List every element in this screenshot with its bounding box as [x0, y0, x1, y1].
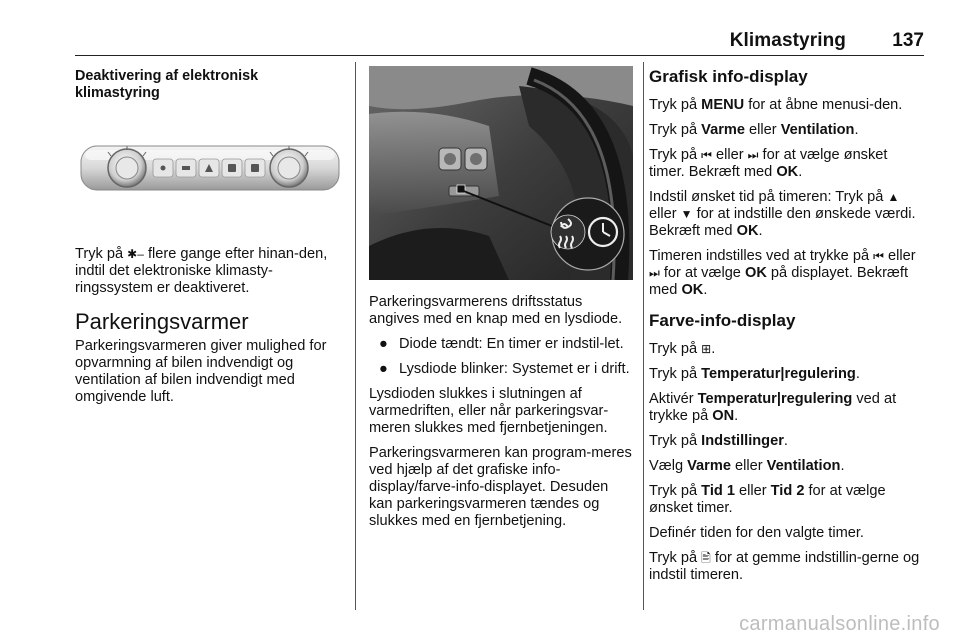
bullet-item	[369, 361, 633, 378]
on-key: ON	[712, 408, 735, 424]
heading-graphic-info-display: Grafisk info-display	[649, 67, 808, 86]
text: for at gemme indstillin-gerne og indstil timeren.	[649, 550, 920, 583]
text: .	[703, 282, 708, 298]
watermark: carmanualsonline.info	[739, 613, 940, 635]
ok-key: OK	[681, 282, 704, 298]
text: Aktivér	[649, 391, 698, 407]
text: Vælg	[649, 458, 688, 474]
previous-icon: ⏮	[701, 148, 712, 162]
text: Tryk på	[649, 97, 702, 113]
text: .	[758, 223, 763, 239]
arrow-up-icon: ▲	[887, 190, 900, 204]
text: eller	[734, 483, 771, 499]
arrow-down-icon: ▼	[680, 207, 693, 221]
step-define-time: Definér tiden for den valgte timer.	[649, 525, 864, 541]
bullet-dot: ●	[379, 336, 388, 352]
step-select-timer	[649, 147, 925, 181]
heading-color-info-display: Farve-info-display	[649, 311, 796, 330]
text: for at åbne menusi-den.	[744, 97, 903, 113]
ok-key: OK	[776, 164, 799, 180]
option-temperature: Temperatur|regulering	[701, 366, 856, 382]
text: for at vælge ønsket timer. Bekræft med	[649, 147, 888, 180]
text: Tryk på	[649, 366, 702, 382]
step-grid	[649, 341, 925, 358]
option-varme: Varme	[701, 122, 745, 138]
step-activate	[649, 391, 925, 425]
text: .	[854, 122, 859, 138]
menu-key: MENU	[701, 97, 745, 113]
step-confirm-timer	[649, 248, 925, 299]
text: Tryk på	[649, 147, 702, 163]
option-varme: Varme	[687, 458, 731, 474]
text: Tryk på	[649, 483, 702, 499]
header-title: Klimastyring	[729, 30, 846, 51]
step-menu	[649, 97, 925, 114]
option-settings: Indstillinger	[701, 433, 784, 449]
step-select-mode	[649, 122, 925, 139]
save-icon: 🖹	[701, 551, 711, 565]
text: eller	[730, 458, 767, 474]
column-right	[649, 62, 925, 592]
section-heading-deactivate: Deaktivering af elektronisk klimastyring	[75, 68, 259, 101]
step-temperature	[649, 366, 925, 383]
column-middle	[369, 62, 633, 538]
bullet-dot: ●	[379, 361, 388, 377]
option-temperature: Temperatur|regulering	[697, 391, 853, 407]
column-divider	[355, 62, 356, 610]
bullet-item	[369, 336, 633, 353]
text: .	[855, 366, 860, 382]
text: .	[840, 458, 845, 474]
ok-key: OK	[744, 265, 767, 281]
text: Tryk på	[649, 433, 702, 449]
text: eller	[711, 147, 748, 163]
option-ventilation: Ventilation	[766, 458, 841, 474]
step-set-time	[649, 189, 925, 240]
text: .	[798, 164, 803, 180]
step-settings	[649, 433, 925, 450]
paragraph-deactivate	[75, 246, 345, 297]
step-save	[649, 550, 925, 584]
paragraph-parking-heater: Parkeringsvarmeren giver mulighed for opvarmning af bilen indvendigt og ventilation af bilen indvendigt med omgivende luft.	[75, 338, 327, 405]
step-choose-mode	[649, 458, 925, 475]
section-title-parking-heater: Parkeringsvarmer	[75, 309, 249, 334]
page-header	[75, 27, 924, 56]
bullet-text: Diode tændt: En timer er indstil-let.	[399, 336, 624, 352]
text: på displayet. Bekræft med	[649, 265, 909, 298]
text: ved at trykke på	[649, 391, 897, 424]
option-ventilation: Ventilation	[780, 122, 855, 138]
column-left	[75, 62, 345, 414]
text: eller	[883, 248, 916, 264]
dashboard-parking-heater-button-illustration	[369, 66, 633, 280]
column-divider	[643, 62, 644, 610]
option-tid-1: Tid 1	[701, 483, 735, 499]
step-choose-timer	[649, 483, 925, 517]
text: Timeren indstilles ved at trykke på	[649, 248, 874, 264]
text: eller	[745, 122, 781, 138]
text: Tryk på	[649, 122, 702, 138]
paragraph-programming: Parkeringsvarmeren kan program-meres ved hjælp af det grafiske info-display/farve-info-displayet. Desuden kan parkeringsvarmeren tændes og slukkes med en fjernbetjening.	[369, 445, 632, 529]
next-icon: ⏭	[649, 266, 660, 280]
next-icon: ⏭	[747, 148, 759, 162]
page-number: 137	[892, 30, 924, 51]
text: .	[734, 408, 739, 424]
text: Tryk på	[649, 341, 702, 357]
bullet-text: Lysdiode blinker: Systemet er i drift.	[399, 361, 630, 377]
grid-icon: ⊞	[701, 342, 712, 356]
text: Tryk på	[75, 246, 128, 262]
fan-off-icon: ✱–	[127, 247, 144, 261]
previous-icon: ⏮	[873, 249, 884, 263]
text: Tryk på	[649, 550, 702, 566]
text: for at vælge ønsket timer.	[649, 483, 886, 516]
text: Indstil ønsket tid på timeren: Tryk på	[649, 189, 888, 205]
figure-caption: Parkeringsvarmerens driftsstatus angives med en knap med en lysdiode.	[369, 294, 623, 327]
option-tid-2: Tid 2	[770, 483, 805, 499]
text: for at vælge	[659, 265, 745, 281]
text: eller	[649, 206, 681, 222]
ok-key: OK	[736, 223, 759, 239]
climate-control-panel-illustration	[75, 116, 345, 226]
text: for at indstille den ønskede værdi. Bekræft med	[649, 206, 916, 239]
text: flere gange efter hinan-den, indtil det elektroniske klimasty-ringssystem er deaktiveret.	[75, 246, 328, 296]
text: .	[711, 341, 716, 357]
text: .	[783, 433, 788, 449]
paragraph-led: Lysdioden slukkes i slutningen af varmedriften, eller når parkeringsvar-meren slukkes med fjernbetjeningen.	[369, 386, 609, 436]
